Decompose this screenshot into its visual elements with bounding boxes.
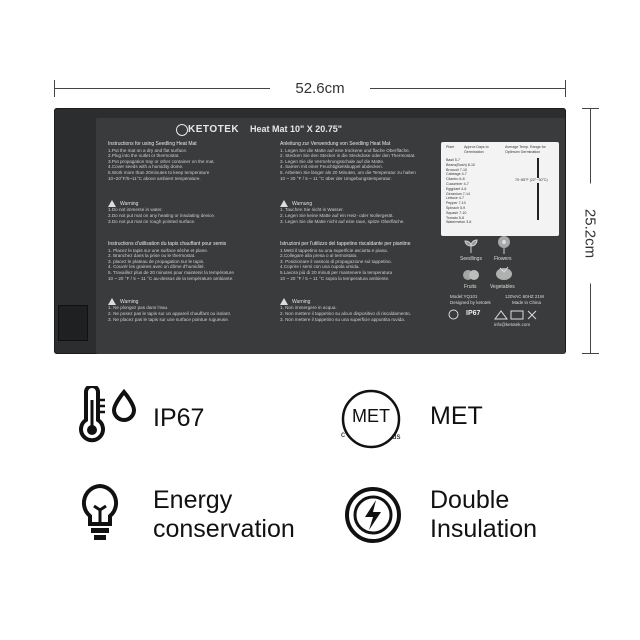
instruction-line: 4.Cover seeds with a humidity dome.	[108, 164, 184, 170]
warning-title: Warnung	[292, 200, 313, 207]
product-title: Heat Mat 10" X 20.75"	[250, 124, 343, 134]
instruction-line: 10 ~ 20 °F / 5 ~ 11 °C au-dessus de la température ambiante.	[108, 275, 234, 281]
table-header-days: Approx Days to Germination	[464, 145, 489, 154]
vegetables-icon	[494, 264, 514, 282]
instruction-line: 3. Posizionare il vassoio di propagazione sul tappetino.	[280, 258, 392, 264]
instruction-line: 5.Work more than 20minutes to keep temperature	[108, 169, 210, 175]
warning-line: 3. Ne placez pas le tapis sur une surface pointue rugueuse.	[108, 316, 230, 322]
instructions-german	[280, 142, 440, 181]
lightning-circle-icon	[344, 486, 402, 544]
instruction-line: 2.Collegare alla presa o al termostato.	[280, 253, 358, 259]
warning-triangle-icon	[108, 200, 116, 207]
instructions-english	[108, 142, 268, 181]
width-dimension-tick-right	[565, 80, 566, 97]
instruction-line: 5. Travaillez plus de 20 minutes pour maintenir la température	[108, 269, 234, 275]
plant-label-seedlings: Seedlings	[460, 256, 482, 262]
instruction-line: 10 ~ 20 °F / 5 ~ 11 °C sopra la temperatura ambiente.	[280, 275, 390, 281]
table-row: Cucumber 4-7	[446, 181, 469, 186]
instruction-line: 10 ~ 20 °F / 5 ~ 11 °C über der Umgebungstemperatur.	[280, 175, 392, 181]
ip-rating-mark: IP67	[466, 310, 481, 317]
warning-line: 2. Legen Sie keine Matte auf ein Heiz- oder Isoliergerät.	[280, 213, 394, 219]
instructions-italian	[280, 242, 440, 281]
table-rows	[446, 158, 498, 225]
warning-line: 2. Ne posez pas le tapis sur un appareil chauffant ou isolant.	[108, 311, 232, 317]
plant-label-vegetables: Vegetables	[490, 284, 515, 290]
fcc-mark-icon	[510, 310, 524, 320]
flowers-icon	[494, 234, 514, 254]
warning-line: 2.Do not put mat on any heating or insulating device.	[108, 213, 216, 219]
instruction-line: 3.Put propagation tray or other container on the mat.	[108, 158, 215, 164]
warning-german	[280, 200, 440, 224]
warning-line: 1.Do not immerse in water.	[108, 207, 163, 213]
feature-label-met: MET	[430, 402, 483, 430]
warning-line: 1. Tauchen Sie nicht in Wasser.	[280, 207, 344, 213]
warning-line: 3.Do not put mat on rough pointed surface.	[108, 218, 196, 224]
instruction-line: 4. Couvrir les graines avec un dôme d'humidité.	[108, 264, 205, 270]
warning-title: Warning	[292, 298, 311, 305]
table-row: Tomato 5-8	[446, 215, 464, 220]
warning-triangle-icon	[280, 298, 288, 305]
table-row: Basil 5-7	[446, 158, 460, 162]
table-row: Geranium 7-14	[446, 191, 470, 196]
warning-line: 2. Non mettere il tappetino su alcun dispositivo di riscaldamento.	[280, 311, 411, 317]
table-row: Pepper 7-10	[446, 201, 466, 206]
lightbulb-icon	[78, 482, 122, 542]
warning-french	[108, 298, 268, 322]
met-mark-icon	[448, 309, 459, 320]
feature-label-energy: Energy	[153, 486, 233, 514]
table-row: Beans(Bush) 8-10	[446, 162, 475, 167]
instructions-heading: Istruzioni per l'utilizzo del tappetino riscaldante per piantine	[280, 241, 411, 247]
table-row: Watermelon 3-6	[446, 220, 472, 225]
warning-line: 1. Non immergere in acqua.	[280, 305, 337, 311]
instruction-line: 2. Branchez dans la prise ou le thermostat.	[108, 253, 196, 259]
warning-english	[108, 200, 268, 224]
instruction-line: 1. Legen Sie die Matte auf eine trockene und flache Oberfläche.	[280, 147, 410, 153]
power-rating: 120VAC 60HZ 21W	[505, 294, 545, 299]
height-dimension-tick-bottom	[582, 353, 599, 354]
instruction-line: 2. Stecken Sie den Stecker in die Steckdose oder den Thermostat.	[280, 153, 416, 159]
ketotek-logo-icon	[176, 124, 188, 136]
recycle-mark-icon	[494, 310, 508, 320]
table-row: Eggplant 4-6	[446, 186, 467, 191]
table-row: Squash 7-10	[446, 210, 467, 215]
warning-line: 3. Legen Sie die Matte nicht auf eine raue, spitze Oberfläche.	[280, 218, 405, 224]
cable-connector	[58, 305, 88, 341]
instructions-heading: Anleitung zur Verwendung von Seedling Heat Mat	[280, 141, 391, 147]
origin-text: Made in China	[512, 300, 542, 305]
instructions-french	[108, 242, 268, 281]
instruction-line: 3. Legen Sie die Vermehrungsschale auf die Matte.	[280, 158, 385, 164]
feature-label-double: Double	[430, 486, 510, 514]
brand-name: KETOTEK	[188, 124, 240, 135]
table-row: Cabbage 4-7	[446, 172, 467, 177]
feature-label-ip67: IP67	[153, 404, 205, 432]
warning-italian	[280, 298, 440, 322]
contact-email: info@ketotek.com	[494, 322, 531, 327]
width-dimension-label: 52.6cm	[270, 80, 370, 97]
instruction-line: 2.Plug into the outlet or thermostat.	[108, 153, 180, 159]
warning-line: 3. Non mettere il tappetino su una superficie appuntita ruvida.	[280, 316, 406, 322]
table-row: Cilantro 6-8	[446, 177, 465, 182]
table-row: Lettuce 4-7	[446, 196, 464, 201]
instructions-heading: Instructions d'utilisation du tapis chauffant pour semis	[108, 241, 227, 247]
met-icon-text: MET	[352, 406, 390, 426]
warning-triangle-icon	[280, 200, 288, 207]
height-dimension-tick-top	[582, 108, 599, 109]
warning-line: 1. Ne plongez pas dans l'eau.	[108, 305, 169, 311]
plant-label-fruits: Fruits	[464, 284, 477, 290]
model-number: Model:YQ101	[450, 294, 478, 299]
feature-label-insulation: Insulation	[430, 515, 538, 543]
width-dimension-tick-left	[54, 80, 55, 97]
met-icon-sub-left: c	[341, 430, 345, 439]
instruction-line: 1. Placez le tapis sur une surface sèche et plane.	[108, 247, 209, 253]
seedlings-icon	[462, 238, 480, 254]
table-header-plant: Plant	[446, 145, 455, 149]
warning-title: Warning	[120, 298, 139, 305]
temperature-range-arrow	[537, 158, 539, 220]
height-dimension-label: 25.2cm	[582, 184, 599, 284]
instruction-line: 1.Metti il tappetino su una superficie asciutta e piana.	[280, 247, 389, 253]
instruction-line: 5.Lavora più di 20 minuti per mantenere la temperatura	[280, 269, 393, 275]
designer-text: Designed by ketotek	[450, 300, 491, 305]
weee-mark-icon	[526, 310, 538, 320]
table-row: Broccoli 7-10	[446, 167, 467, 172]
temperature-range-label: 70~85°F (22°~30°C)	[515, 178, 559, 183]
fruits-icon	[462, 266, 480, 282]
feature-label-conservation: conservation	[153, 515, 295, 543]
thermometer-water-icon	[78, 386, 136, 446]
instruction-line: 5. Arbeiten Sie länger als 20 Minuten, um die Temperatur zu halten	[280, 169, 416, 175]
instruction-line: 4.Coprire i semi con una cupola umida.	[280, 264, 360, 270]
plant-label-flowers: Flowers	[494, 256, 512, 262]
instruction-line: 3. placez le plateau de propagation sur le tapis.	[108, 258, 205, 264]
instruction-line: 10~20°F/5~11°C above ambient temperature.	[108, 175, 201, 181]
warning-triangle-icon	[108, 298, 116, 305]
met-icon-sub-right: us	[392, 432, 401, 441]
table-header-temp: Average Temp. Range for Optimum Germination	[505, 145, 546, 154]
table-row: Spinach 5-9	[446, 205, 466, 210]
instruction-line: 4. Samen mit einer Feuchtigkeitskuppel abdecken.	[280, 164, 383, 170]
instruction-line: 1.Put the mat on a dry and flat surface.	[108, 147, 188, 153]
warning-title: Warning	[120, 200, 139, 207]
instructions-heading: Instructions for using Seedling Heat Mat	[108, 141, 197, 147]
